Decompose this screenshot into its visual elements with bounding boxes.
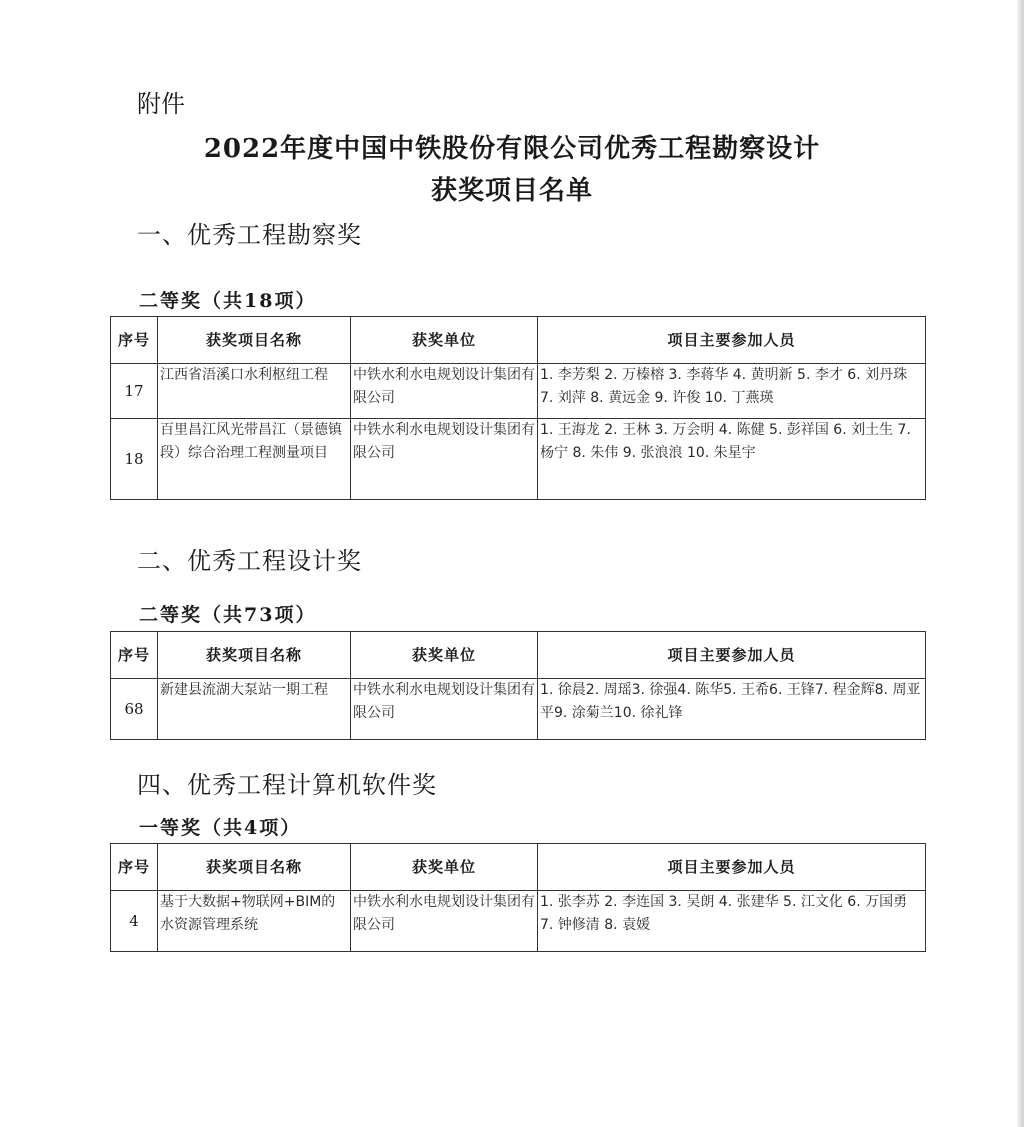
cell-project: 江西省浯溪口水利枢纽工程 <box>158 364 351 419</box>
table-header-row <box>111 632 926 679</box>
table-header-row <box>111 844 926 891</box>
header-unit: 获奖单位 <box>351 317 538 364</box>
table-row <box>111 364 926 419</box>
cell-seq: 18 <box>111 419 158 500</box>
header-seq: 序号 <box>111 317 158 364</box>
award-table-software <box>110 843 926 952</box>
header-project: 获奖项目名称 <box>158 317 351 364</box>
document-title-line-2: 获奖项目名单 <box>430 176 593 206</box>
table-header-row <box>111 317 926 364</box>
cell-project: 基于大数据+物联网+BIM的水资源管理系统 <box>158 891 351 952</box>
header-members: 项目主要参加人员 <box>538 632 926 679</box>
section-heading-design-award: 二、优秀工程设计奖 <box>137 547 362 575</box>
award-table-survey <box>110 316 926 500</box>
cell-project: 百里昌江风光带昌江（景德镇段）综合治理工程测量项目 <box>158 419 351 500</box>
table-row <box>111 419 926 500</box>
cell-unit: 中铁水利水电规划设计集团有限公司 <box>351 891 538 952</box>
award-table-design <box>110 631 926 740</box>
grade-heading-design-second-prize: 二等奖（共73项） <box>139 604 317 626</box>
cell-unit: 中铁水利水电规划设计集团有限公司 <box>351 364 538 419</box>
header-seq: 序号 <box>111 632 158 679</box>
header-members: 项目主要参加人员 <box>538 317 926 364</box>
cell-unit: 中铁水利水电规划设计集团有限公司 <box>351 679 538 740</box>
document-title-line-1: 2022年度中国中铁股份有限公司优秀工程勘察设计 <box>203 134 821 164</box>
cell-seq: 17 <box>111 364 158 419</box>
header-unit: 获奖单位 <box>351 844 538 891</box>
header-members: 项目主要参加人员 <box>538 844 926 891</box>
cell-seq: 68 <box>111 679 158 740</box>
cell-members: 1. 徐晨2. 周瑶3. 徐强4. 陈华5. 王希6. 王锋7. 程金辉8. 周亚平9. 涂菊兰10. 徐礼锋 <box>538 679 926 740</box>
header-unit: 获奖单位 <box>351 632 538 679</box>
cell-project: 新建县流湖大泵站一期工程 <box>158 679 351 740</box>
cell-members: 1. 张李苏 2. 李连国 3. 吴朗 4. 张建华 5. 江文化 6. 万国勇 7. 钟修清 8. 袁媛 <box>538 891 926 952</box>
cell-unit: 中铁水利水电规划设计集团有限公司 <box>351 419 538 500</box>
section-heading-survey-award: 一、优秀工程勘察奖 <box>137 221 362 249</box>
cell-members: 1. 李芳梨 2. 万榛榕 3. 李蒋华 4. 黄明新 5. 李才 6. 刘丹珠 7. 刘萍 8. 黄远金 9. 许俊 10. 丁燕瑛 <box>538 364 926 419</box>
header-seq: 序号 <box>111 844 158 891</box>
table-row <box>111 679 926 740</box>
header-project: 获奖项目名称 <box>158 844 351 891</box>
attachment-label: 附件 <box>137 90 185 118</box>
section-heading-software-award: 四、优秀工程计算机软件奖 <box>137 771 437 799</box>
grade-heading-software-first-prize: 一等奖（共4项） <box>139 817 302 839</box>
header-project: 获奖项目名称 <box>158 632 351 679</box>
table-row <box>111 891 926 952</box>
cell-seq: 4 <box>111 891 158 952</box>
grade-heading-survey-second-prize: 二等奖（共18项） <box>139 290 317 312</box>
cell-members: 1. 王海龙 2. 王林 3. 万会明 4. 陈健 5. 彭祥国 6. 刘土生 7. 杨宁 8. 朱伟 9. 张浪浪 10. 朱星宇 <box>538 419 926 500</box>
